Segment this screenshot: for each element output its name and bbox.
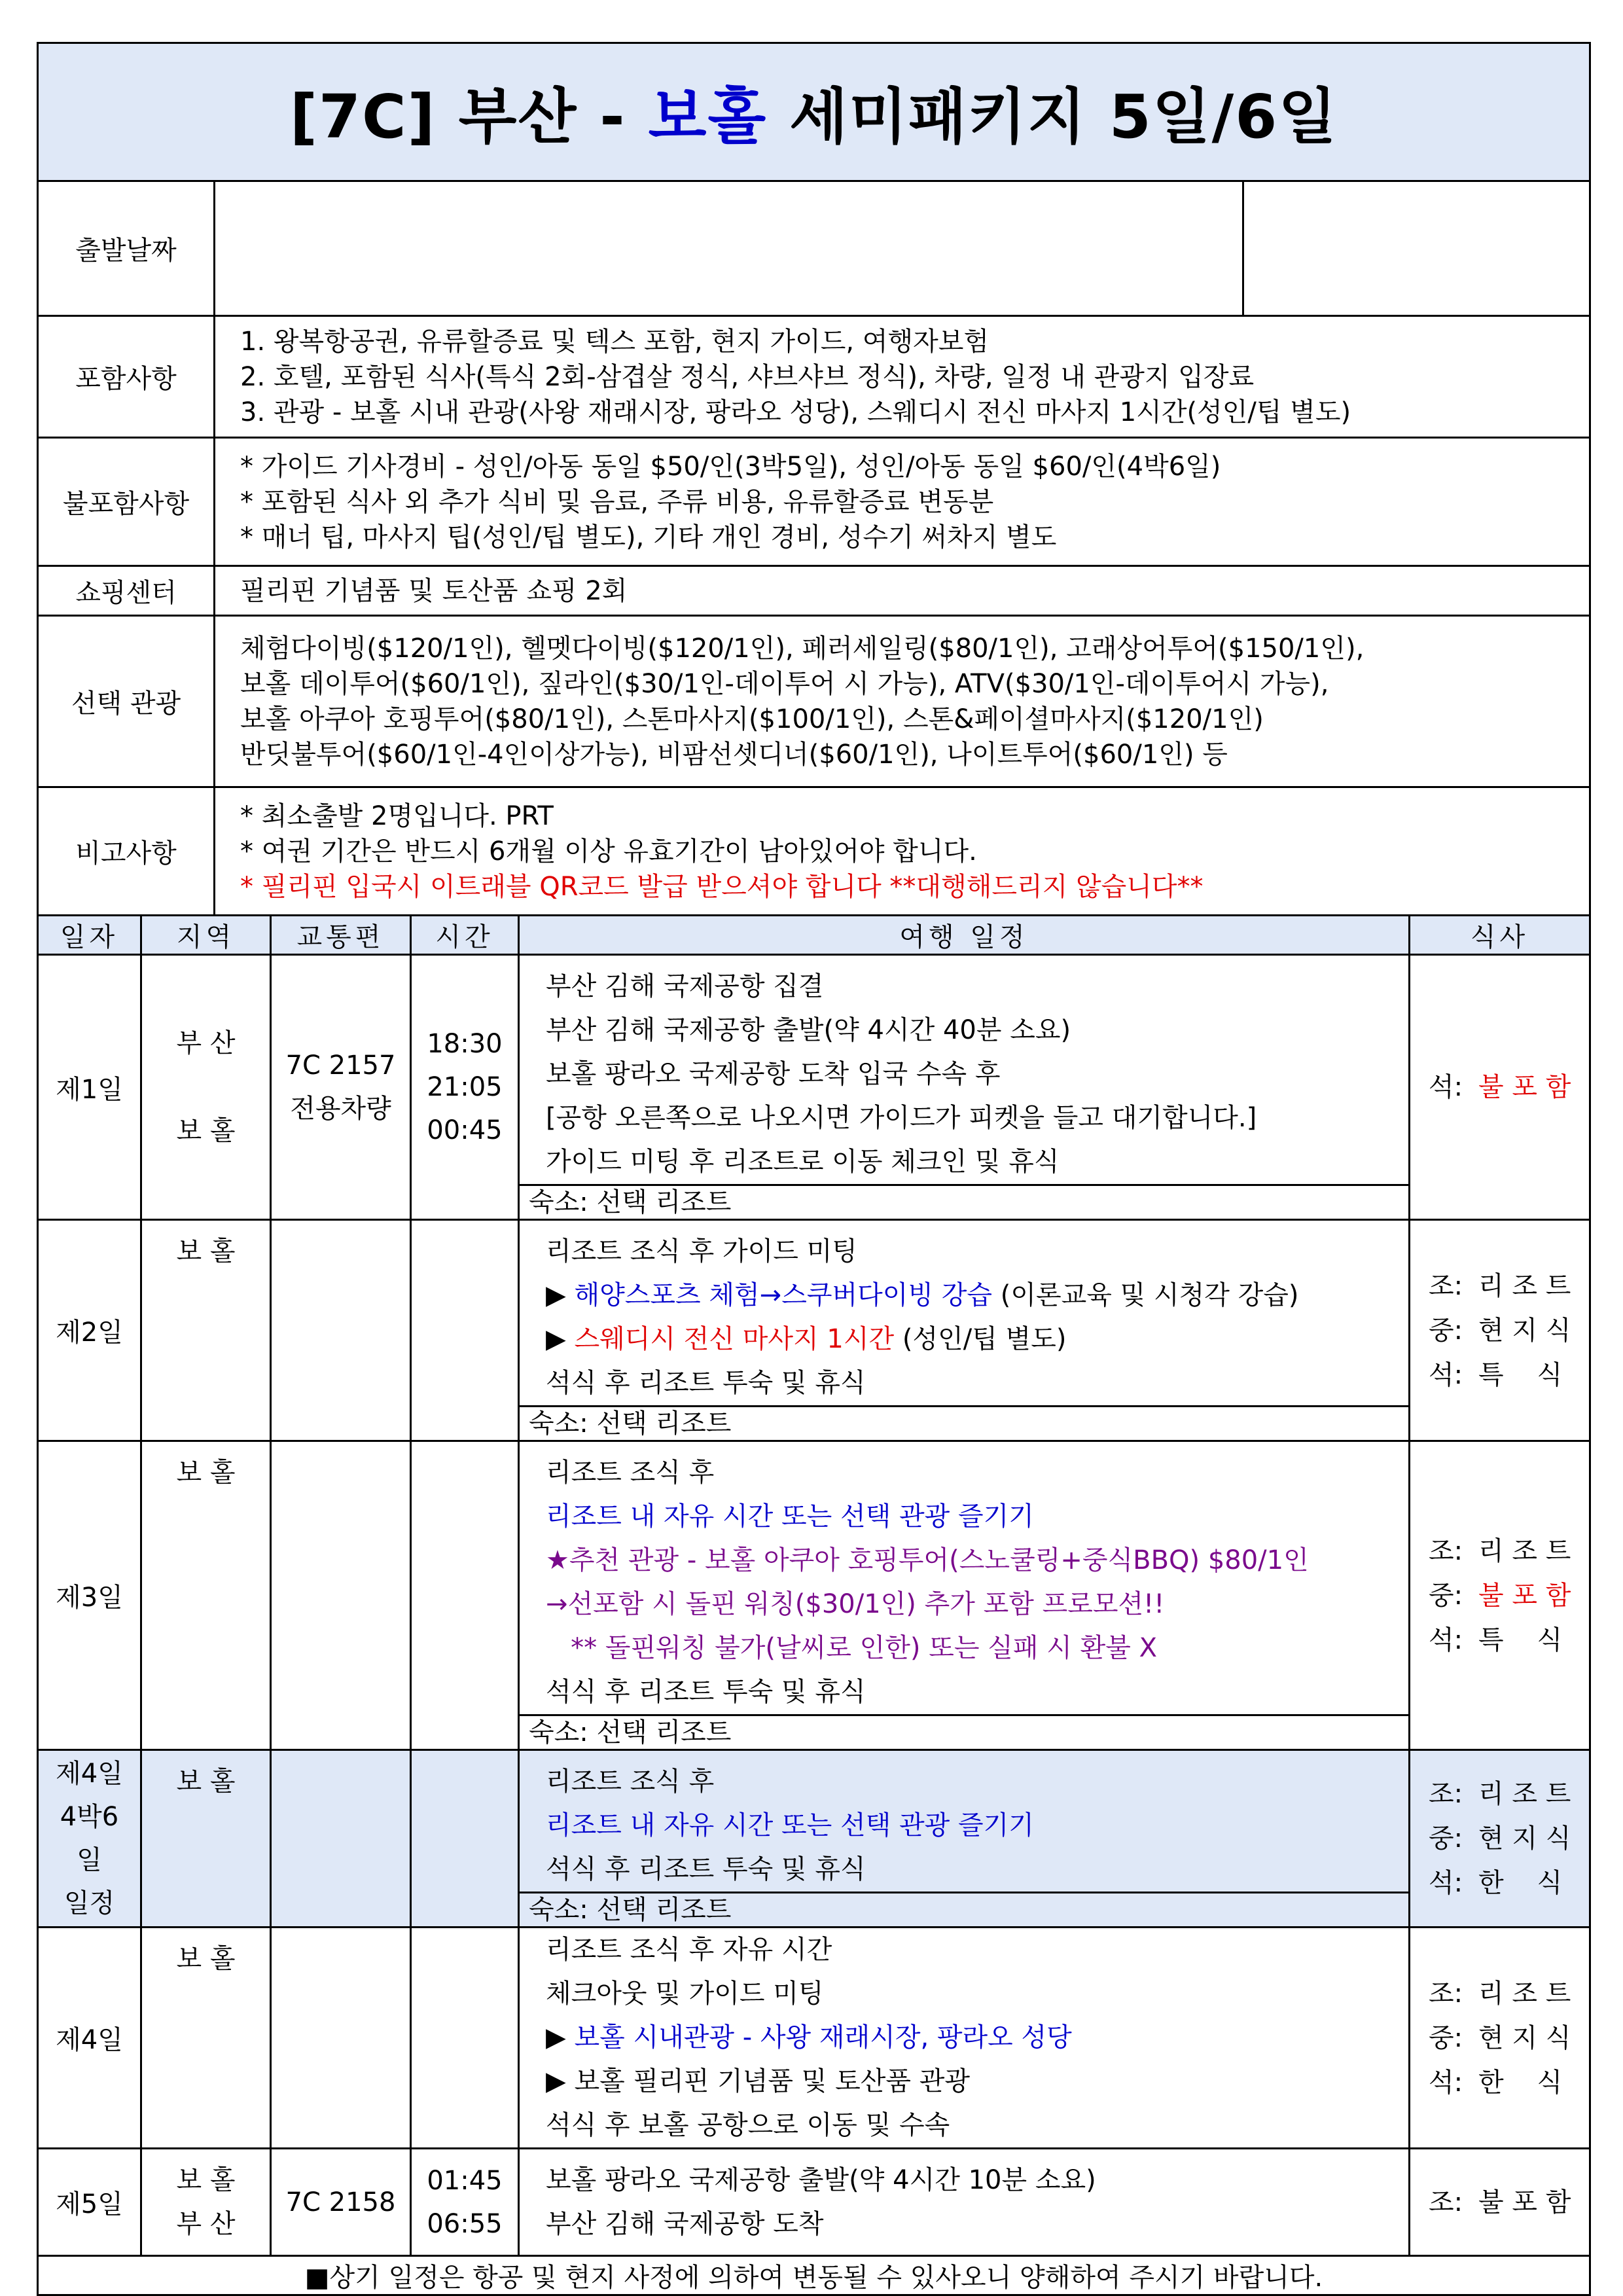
time-item: 18:30	[427, 1029, 503, 1059]
day-label	[38, 1220, 141, 1441]
line-highlight: →선포함 시 돌핀 워칭($30/1인) 추가 포함 프로모션!!	[546, 1589, 1165, 1619]
itinerary-sheet	[37, 42, 1589, 2296]
day-label-line: 일	[77, 1845, 102, 1875]
day-row	[38, 955, 1590, 1220]
line-highlight: 스웨디시 전신 마사지 1시간	[574, 1324, 895, 1354]
meals-cell	[1410, 2149, 1590, 2256]
schedule-line: 석식 후 리조트 투숙 및 휴식	[546, 1368, 866, 1398]
meal-value: 불 포 함	[1478, 1072, 1571, 1102]
line-suffix: (성인/팁 별도)	[894, 1324, 1067, 1354]
meal-item	[1429, 1618, 1589, 1662]
meal-kind: 조:	[1429, 1535, 1463, 1566]
line-highlight: 해양스포츠 체험→스쿠버다이빙 강습	[574, 1280, 993, 1310]
time-cell	[411, 1220, 519, 1441]
day-row	[38, 1220, 1590, 1441]
meal-value: 리 조 트	[1478, 1535, 1571, 1566]
region-name: 보 홀	[176, 1115, 236, 1146]
time-cell	[411, 955, 519, 1220]
meal-kind: 석:	[1429, 1624, 1463, 1655]
meals-cell	[1410, 1928, 1590, 2149]
meal-item	[1429, 2016, 1589, 2060]
stay-line: 숙소: 선택 리조트	[520, 1892, 1408, 1926]
optional-list	[215, 616, 1590, 787]
included-item: 3. 관광 - 보홀 시내 관광(사왕 재래시장, 팡라오 성당), 스웨디시 전신 마사지 1시간(성인/팁 별도)	[240, 397, 1351, 427]
day-label-line: 제2일	[56, 1318, 123, 1348]
schedule-cell	[519, 1928, 1410, 2149]
meal-item	[1429, 1861, 1589, 1905]
excluded-list	[215, 438, 1590, 566]
schedule-line: 석식 후 리조트 투숙 및 휴식	[546, 1677, 866, 1707]
schedule-line: 보홀 팡라오 국제공항 출발(약 4시간 10분 소요)	[546, 2164, 1096, 2195]
transport-cell	[271, 2149, 411, 2256]
day-row	[38, 1750, 1590, 1928]
day-label	[38, 1750, 141, 1928]
schedule-line	[546, 1539, 1408, 1583]
transport-cell	[271, 1441, 411, 1750]
meal-kind: 중:	[1429, 1315, 1463, 1346]
schedule-lines	[520, 1221, 1408, 1405]
schedule-lines	[520, 1751, 1408, 1892]
time-cell	[411, 1441, 519, 1750]
time-cell	[411, 1750, 519, 1928]
day-label-line: 제3일	[56, 1583, 123, 1613]
departure-extra-cell	[1243, 181, 1590, 316]
schedule-line: 체크아웃 및 가이드 미팅	[546, 1979, 824, 2009]
info-table	[37, 42, 1591, 916]
excluded-item: * 가이드 기사경비 - 성인/아동 동일 $50/인(3박5일), 성인/아동 동일 $60/인(4박6일)	[240, 451, 1221, 482]
meal-item	[1429, 1264, 1589, 1308]
col-meals: 식사	[1410, 916, 1590, 955]
included-list	[215, 316, 1590, 438]
time-cell	[411, 2149, 519, 2256]
day-label	[38, 955, 141, 1220]
optional-item: 반딧불투어($60/1인-4인이상가능), 비팜선셋디너($60/1인), 나이트투어($60/1인) 등	[240, 739, 1228, 770]
line-highlight: 보홀 시내관광 - 사왕 재래시장, 팡라오 성당	[574, 2022, 1072, 2053]
meal-value: 현 지 식	[1478, 2022, 1571, 2053]
line-highlight: ★추천 관광 - 보홀 아쿠아 호핑투어(스노쿨링+중식BBQ) $80/1인	[546, 1545, 1309, 1575]
day-label-line: 일정	[63, 1888, 115, 1918]
included-item: 1. 왕복항공권, 유류할증료 및 텍스 포함, 현지 가이드, 여행자보험	[240, 326, 990, 357]
day-row	[38, 1441, 1590, 1750]
schedule-line: 석식 후 리조트 투숙 및 휴식	[546, 1854, 866, 1884]
schedule-line: 리조트 조식 후 자유 시간	[546, 1935, 832, 1965]
day-label	[38, 1441, 141, 1750]
line-suffix: (이론교육 및 시청각 강습)	[992, 1280, 1299, 1310]
schedule-line: 리조트 조식 후 가이드 미팅	[546, 1236, 857, 1266]
meal-value: 특 식	[1478, 1624, 1563, 1655]
line-prefix: ▶	[546, 1280, 575, 1310]
notes-label: 비고사항	[38, 787, 215, 916]
excluded-item: * 매너 팁, 마사지 팁(성인/팁 별도), 기타 개인 경비, 성수기 써차지 별도	[240, 522, 1057, 552]
meal-item	[1429, 1971, 1589, 2016]
transport-cell	[271, 1750, 411, 1928]
stay-line: 숙소: 선택 리조트	[520, 1184, 1408, 1219]
schedule-body	[38, 955, 1590, 2256]
col-schedule: 여행 일정	[519, 916, 1410, 955]
transport-item: 전용차량	[290, 1094, 391, 1124]
stay-line: 숙소: 선택 리조트	[520, 1714, 1408, 1749]
schedule-line: 부산 김해 국제공항 집결	[546, 971, 824, 1001]
title-prefix: [7C] 부산 -	[289, 82, 649, 152]
meals-cell	[1410, 955, 1590, 1220]
excluded-label: 불포함사항	[38, 438, 215, 566]
schedule-line	[546, 1804, 1408, 1848]
schedule-table	[37, 914, 1591, 2296]
day-row	[38, 2149, 1590, 2256]
day-row	[38, 1928, 1590, 2149]
region-cell	[141, 2149, 271, 2256]
schedule-line: 보홀 팡라오 국제공항 도착 입국 수속 후	[546, 1059, 1001, 1089]
meal-kind: 조:	[1429, 1978, 1463, 2009]
transport-cell	[271, 1928, 411, 2149]
meals-cell	[1410, 1441, 1590, 1750]
included-item: 2. 호텔, 포함된 식사(특식 2회-삼겹살 정식, 샤브샤브 정식), 차량, 일정 내 관광지 입장료	[240, 361, 1255, 392]
meals-cell	[1410, 1750, 1590, 1928]
day-label-line: 제5일	[56, 2189, 123, 2219]
meal-value: 불 포 함	[1478, 1580, 1571, 1611]
optional-item: 체험다이빙($120/1인), 헬멧다이빙($120/1인), 페러세일링($80/1인), 고래상어투어($150/1인),	[240, 633, 1364, 664]
optional-item: 보홀 데이투어($60/1인), 짚라인($30/1인-데이투어 시 가능), ATV($30/1인-데이투어시 가능),	[240, 668, 1329, 699]
meal-value: 현 지 식	[1478, 1823, 1571, 1854]
line-highlight: ** 돌핀워칭 불가(날씨로 인한) 또는 실패 시 환불 X	[546, 1633, 1157, 1663]
schedule-line: 석식 후 보홀 공항으로 이동 및 수속	[546, 2110, 950, 2140]
schedule-line	[546, 1583, 1408, 1626]
region-name: 부 산	[176, 1028, 236, 1058]
region-name: 보 홀	[176, 1236, 236, 1266]
time-item: 01:45	[427, 2165, 503, 2196]
line-highlight: 리조트 내 자유 시간 또는 선택 관광 즐기기	[546, 1501, 1034, 1532]
meal-value: 불 포 함	[1478, 2187, 1571, 2217]
meal-value: 리 조 트	[1478, 1978, 1571, 2009]
schedule-line: ▶ 보홀 필리핀 기념품 및 토산품 관광	[546, 2066, 971, 2096]
stay-line: 숙소: 선택 리조트	[520, 1405, 1408, 1440]
transport-item: 7C 2157	[285, 1050, 396, 1081]
schedule-line	[546, 2016, 1408, 2060]
day-label-line: 제4일	[56, 1759, 123, 1789]
meal-kind: 석:	[1429, 1359, 1463, 1390]
region-name: 보 홀	[176, 1458, 236, 1488]
note-warning: * 필리핀 입국시 이트래블 QR코드 발급 받으셔야 합니다 **대행해드리지 않습니다**	[240, 871, 1204, 902]
meal-kind: 중:	[1429, 2022, 1463, 2053]
region-cell	[141, 955, 271, 1220]
note-item: * 최소출발 2명입니다. PRT	[240, 800, 554, 831]
meal-item	[1429, 1353, 1589, 1397]
day-label-line: 제1일	[56, 1074, 123, 1105]
col-transport: 교통편	[271, 916, 411, 955]
line-prefix: ▶	[546, 1324, 575, 1354]
day-label-line: 제4일	[56, 2025, 123, 2055]
schedule-line	[546, 1626, 1408, 1670]
region-name	[142, 1066, 270, 1109]
optional-item: 보홀 아쿠아 호핑투어($80/1인), 스톤마사지($100/1인), 스톤&페이셜마사지($120/1인)	[240, 704, 1264, 734]
meal-kind: 중:	[1429, 1823, 1463, 1854]
region-cell	[141, 1220, 271, 1441]
schedule-cell	[519, 1441, 1410, 1750]
meal-item	[1429, 1816, 1589, 1861]
page-title	[38, 43, 1590, 181]
footer-note: ■상기 일정은 항공 및 현지 사정에 의하여 변동될 수 있사오니 양해하여 주시기 바랍니다.	[38, 2256, 1590, 2295]
meal-value: 한 식	[1478, 1868, 1563, 1898]
schedule-cell	[519, 1750, 1410, 1928]
meal-value: 리 조 트	[1478, 1270, 1571, 1301]
meal-item	[1429, 1308, 1589, 1353]
meal-kind: 석:	[1429, 2067, 1463, 2098]
schedule-cell	[519, 955, 1410, 1220]
meal-item	[1429, 2060, 1589, 2105]
shopping-label: 쇼핑센터	[38, 566, 215, 616]
departure-label: 출발날짜	[38, 181, 215, 316]
schedule-lines	[520, 2159, 1408, 2246]
day-label	[38, 1928, 141, 2149]
meal-value: 리 조 트	[1478, 1779, 1571, 1809]
schedule-lines	[520, 1928, 1408, 2147]
departure-date-cell	[215, 181, 1243, 316]
included-label: 포함사항	[38, 316, 215, 438]
region-cell	[141, 1441, 271, 1750]
transport-item: 7C 2158	[285, 2187, 396, 2217]
line-prefix: ▶	[546, 2022, 575, 2053]
time-item: 21:05	[427, 1072, 503, 1102]
region-name: 부 산	[176, 2208, 236, 2239]
schedule-line	[546, 1318, 1408, 1361]
meal-kind: 조:	[1429, 1270, 1463, 1301]
line-highlight: 리조트 내 자유 시간 또는 선택 관광 즐기기	[546, 1810, 1034, 1840]
title-highlight: 보홀	[648, 82, 768, 152]
region-name: 보 홀	[176, 1767, 236, 1797]
meal-value: 특 식	[1478, 1359, 1563, 1390]
region-name: 보 홀	[176, 2164, 236, 2195]
schedule-line	[546, 1274, 1408, 1318]
schedule-cell	[519, 2149, 1410, 2256]
schedule-lines	[520, 956, 1408, 1184]
schedule-lines	[520, 1442, 1408, 1714]
schedule-line: [공항 오른쪽으로 나오시면 가이드가 피켓을 들고 대기합니다.]	[546, 1103, 1257, 1133]
meal-item	[1429, 1573, 1589, 1618]
transport-cell	[271, 1220, 411, 1441]
col-region: 지역	[141, 916, 271, 955]
note-item: * 여권 기간은 반드시 6개월 이상 유효기간이 남아있어야 합니다.	[240, 836, 977, 867]
notes-list	[215, 787, 1590, 916]
schedule-line: 부산 김해 국제공항 도착	[546, 2208, 824, 2239]
schedule-cell	[519, 1220, 1410, 1441]
meal-kind: 중:	[1429, 1580, 1463, 1611]
schedule-line: 리조트 조식 후	[546, 1458, 715, 1488]
schedule-line: 리조트 조식 후	[546, 1767, 715, 1797]
title-suffix: 세미패키지 5일/6일	[767, 82, 1338, 152]
schedule-line	[546, 1495, 1408, 1539]
day-label	[38, 2149, 141, 2256]
schedule-line: 부산 김해 국제공항 출발(약 4시간 40분 소요)	[546, 1015, 1071, 1045]
col-time: 시간	[411, 916, 519, 955]
meal-item	[1429, 1529, 1589, 1573]
transport-cell	[271, 955, 411, 1220]
meal-kind: 석:	[1429, 1868, 1463, 1898]
meals-cell	[1410, 1220, 1590, 1441]
time-cell	[411, 1928, 519, 2149]
meal-item	[1429, 1065, 1589, 1109]
region-cell	[141, 1750, 271, 1928]
time-item: 00:45	[427, 1115, 503, 1145]
meal-kind: 조:	[1429, 2187, 1463, 2217]
shopping-text: 필리핀 기념품 및 토산품 쇼핑 2회	[215, 566, 1590, 616]
optional-label: 선택 관광	[38, 616, 215, 787]
region-name: 보 홀	[176, 1944, 236, 1974]
day-label-line: 4박6	[60, 1802, 119, 1832]
col-day: 일자	[38, 916, 141, 955]
meal-kind: 석:	[1429, 1072, 1463, 1102]
time-item: 06:55	[427, 2208, 503, 2239]
schedule-line: 가이드 미팅 후 리조트로 이동 체크인 및 휴식	[546, 1147, 1060, 1177]
region-cell	[141, 1928, 271, 2149]
meal-kind: 조:	[1429, 1779, 1463, 1809]
meal-value: 현 지 식	[1478, 1315, 1571, 1346]
meal-item	[1429, 2180, 1589, 2225]
meal-value: 한 식	[1478, 2067, 1563, 2098]
meal-item	[1429, 1772, 1589, 1816]
excluded-item: * 포함된 식사 외 추가 식비 및 음료, 주류 비용, 유류할증료 변동분	[240, 486, 994, 517]
